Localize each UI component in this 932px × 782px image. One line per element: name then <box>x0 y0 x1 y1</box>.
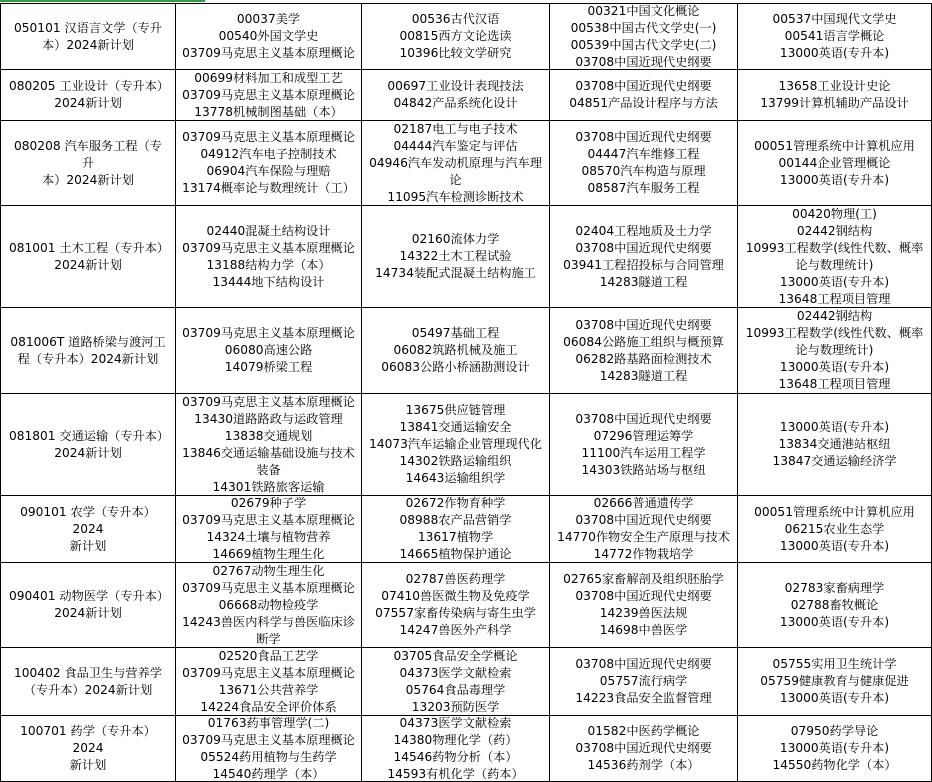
course-name: 03708中国近现代史纲要 <box>575 741 712 755</box>
course-name: 01582中医药学概论 <box>587 724 700 738</box>
course-name: 14302铁路运输组织 <box>399 454 512 468</box>
course-cell <box>550 121 738 206</box>
course-name: 14593有机化学（药本） <box>387 766 524 781</box>
program-name: 100402 食品卫生与营养学 <box>14 665 162 680</box>
course-name: 14243兽医内科学与兽医临床诊断学 <box>182 614 355 646</box>
program-cell <box>0 308 176 394</box>
course-name: 10993工程数学(线性代数、概率论与数理统计) <box>745 240 924 272</box>
program-name: 080208 汽车服务工程（专升 <box>14 138 162 170</box>
course-name: 05497基础工程 <box>411 326 500 340</box>
course-cell <box>362 648 550 716</box>
course-name: 04946汽车发动机原理与汽车理论 <box>369 155 542 187</box>
course-name: 00051管理系统中计算机应用 <box>754 138 915 153</box>
course-name: 03709马克思主义基本原理概论 <box>182 665 355 680</box>
course-name: 03708中国近现代史纲要 <box>575 317 712 332</box>
course-cell <box>738 496 932 563</box>
course-cell <box>738 70 932 121</box>
course-name: 14079桥梁工程 <box>224 360 313 374</box>
course-name: 14643运输组织学 <box>405 471 506 485</box>
course-cell <box>738 716 932 782</box>
course-name: 00699材料加工和成型工艺 <box>194 70 343 85</box>
course-name: 14322土木工程试验 <box>399 249 512 263</box>
program-name: 100701 药学（专升本）2024 <box>20 724 156 755</box>
course-name: 00815西方文论选读 <box>399 29 512 43</box>
course-name: 13799计算机辅助产品设计 <box>760 96 909 110</box>
course-name: 14247兽医外产科学 <box>399 623 512 637</box>
course-name: 03709马克思主义基本原理概论 <box>182 580 355 595</box>
course-name: 13000英语(专升本) <box>779 172 890 187</box>
course-name: 02672作物育种学 <box>405 496 506 510</box>
course-name: 14540药理学（本） <box>212 766 325 781</box>
course-name: 00420物理(工) <box>792 206 877 221</box>
course-name: 02788畜牧概论 <box>790 597 879 612</box>
course-cell <box>176 308 362 394</box>
course-name: 05759健康教育与健康促进 <box>760 674 909 688</box>
table-row <box>0 121 932 206</box>
course-name: 00540外国文学史 <box>218 29 319 43</box>
course-name: 02440混凝土结构设计 <box>206 223 331 238</box>
course-cell <box>550 3 738 70</box>
table-row <box>0 716 932 782</box>
course-name: 11100汽车运用工程学 <box>581 445 706 460</box>
program-name: 新计划 <box>69 758 107 772</box>
program-name: 2024新计划 <box>54 606 122 620</box>
course-name: 00037美学 <box>236 12 301 26</box>
course-name: 03709马克思主义基本原理概论 <box>182 513 355 527</box>
course-name: 05755实用卫生统计学 <box>772 657 897 671</box>
program-cell <box>0 3 176 70</box>
course-name: 06904汽车保险与理赔 <box>206 164 331 178</box>
table-row <box>0 648 932 716</box>
course-name: 07410兽医微生物及免疫学 <box>381 589 530 603</box>
course-name: 00697工业设计表现技法 <box>387 79 524 93</box>
course-cell <box>176 70 362 121</box>
course-cell <box>362 394 550 496</box>
program-name: 2024新计划 <box>54 96 122 110</box>
course-cell <box>550 496 738 563</box>
course-name: 13847交通运输经济学 <box>772 454 897 468</box>
selection-marker <box>0 0 205 2</box>
course-cell <box>550 70 738 121</box>
course-name: 05757流行病学 <box>599 674 688 688</box>
course-cell <box>738 394 932 496</box>
course-name: 14698中兽医学 <box>599 623 688 637</box>
program-cell <box>0 648 176 716</box>
table-row <box>0 70 932 121</box>
course-cell <box>550 394 738 496</box>
course-cell <box>176 121 362 206</box>
course-name: 04373医学文献检索 <box>399 716 512 730</box>
course-cell <box>176 563 362 648</box>
course-name: 03709马克思主义基本原理概论 <box>182 240 355 255</box>
course-name: 02783家畜病理学 <box>784 580 885 595</box>
course-cell <box>550 648 738 716</box>
course-name: 13838交通规划 <box>224 428 313 443</box>
program-name: 090401 动物医学（专升本） <box>9 589 170 603</box>
course-name: 06083公路小桥涵勘测设计 <box>381 360 530 374</box>
course-name: 13000英语(专升本) <box>779 538 890 553</box>
course-cell <box>550 308 738 394</box>
course-name: 04444汽车鉴定与评估 <box>393 138 518 153</box>
course-cell <box>550 716 738 782</box>
course-name: 08587汽车服务工程 <box>587 181 700 195</box>
program-cell <box>0 70 176 121</box>
program-cell <box>0 716 176 782</box>
course-name: 03941工程招投标与合同管理 <box>563 257 724 272</box>
course-name: 13444地下结构设计 <box>212 274 325 289</box>
course-cell <box>738 563 932 648</box>
course-name: 06215农业生态学 <box>784 521 885 536</box>
course-name: 02404工程地质及土力学 <box>575 223 712 238</box>
course-name: 03708中国近现代史纲要 <box>575 589 712 603</box>
course-cell <box>362 206 550 308</box>
course-name: 14073汽车运输企业管理现代化 <box>369 437 542 451</box>
course-name: 04373医学文献检索 <box>399 665 512 680</box>
course-cell <box>738 3 932 70</box>
course-name: 13000英语(专升本) <box>779 614 890 629</box>
course-name: 03708中国近现代史纲要 <box>575 240 712 255</box>
program-cell <box>0 206 176 308</box>
course-name: 14283隧道工程 <box>599 368 688 383</box>
course-name: 11095汽车检测诊断技术 <box>387 189 524 204</box>
table-row <box>0 308 932 394</box>
program-name: 本）2024新计划 <box>42 172 134 187</box>
course-name: 13000英语(专升本) <box>779 741 890 755</box>
course-name: 14283隧道工程 <box>599 274 688 289</box>
course-name: 10993工程数学(线性代数、概率论与数理统计) <box>745 326 924 357</box>
course-name: 02765家畜解剖及组织胚胎学 <box>563 572 724 586</box>
course-name: 13846交通运输基础设施与技术装备 <box>182 445 355 477</box>
course-name: 14734装配式混凝土结构施工 <box>375 266 536 280</box>
course-name: 13778机械制图基础（本） <box>194 104 343 119</box>
program-cell <box>0 563 176 648</box>
course-cell <box>176 394 362 496</box>
course-name: 14324土壤与植物营养 <box>206 530 331 544</box>
course-name: 03708中国近现代史纲要 <box>575 657 712 671</box>
course-cell <box>362 3 550 70</box>
course-name: 06084公路施工组织与概预算 <box>563 334 724 349</box>
course-name: 13188结构力学（本） <box>206 257 331 272</box>
course-cell <box>176 648 362 716</box>
course-name: 02787兽医药理学 <box>405 572 506 586</box>
course-name: 13841交通运输安全 <box>399 420 512 434</box>
program-name: 081006T 道路桥梁与渡河工 <box>10 334 166 349</box>
course-name: 14301铁路旅客运输 <box>212 479 325 494</box>
course-name: 06082筑路机械及施工 <box>393 343 518 357</box>
course-name: 14770作物安全生产原理与技术 <box>557 530 730 544</box>
course-name: 06080高速公路 <box>224 343 313 357</box>
program-cell <box>0 394 176 496</box>
course-name: 02767动物生理生化 <box>212 563 325 578</box>
course-cell <box>176 206 362 308</box>
course-name: 14669植物生理生化 <box>212 547 325 561</box>
course-name: 04912汽车电子控制技术 <box>200 147 337 161</box>
course-name: 13203预防医学 <box>411 699 500 714</box>
course-name: 13834交通港站枢纽 <box>778 437 891 451</box>
course-name: 13430道路路政与运政管理 <box>194 411 343 426</box>
course-name: 14546药物分析（本） <box>393 749 518 764</box>
course-name: 07950药学导论 <box>790 724 879 738</box>
course-cell <box>176 3 362 70</box>
course-name: 14223食品安全监督管理 <box>575 691 712 705</box>
course-cell <box>362 496 550 563</box>
course-name: 02442钢结构 <box>796 309 873 323</box>
table-row <box>0 206 932 308</box>
course-cell <box>362 716 550 782</box>
program-cell <box>0 121 176 206</box>
course-name: 13174概率论与数理统计（工） <box>182 181 355 195</box>
course-name: 03708中国近现代史纲要 <box>575 54 712 69</box>
program-name: 050101 汉语言文学（专升 <box>14 20 162 35</box>
course-name: 13000英语(专升本) <box>779 274 890 289</box>
course-cell <box>738 121 932 206</box>
course-name: 02666普通遗传学 <box>593 496 694 510</box>
course-name: 14665植物保护通论 <box>399 547 512 561</box>
course-name: 03709马克思主义基本原理概论 <box>182 394 355 409</box>
program-name: 程（专升本）2024新计划 <box>17 351 159 366</box>
course-name: 08988农产品营销学 <box>399 513 512 527</box>
course-name: 06282路基路面检测技术 <box>575 351 712 366</box>
course-name: 01763药事管理学(二) <box>207 716 330 730</box>
course-name: 00051管理系统中计算机应用 <box>754 504 915 519</box>
course-name: 14239兽医法规 <box>599 606 688 620</box>
course-name: 13000英语(专升本) <box>779 46 890 60</box>
course-name: 07557家畜传染病与寄生虫学 <box>375 606 536 620</box>
course-cell <box>738 648 932 716</box>
course-name: 13658工业设计史论 <box>778 79 891 93</box>
course-name: 00541语言学概论 <box>784 29 885 43</box>
course-name: 03709马克思主义基本原理概论 <box>182 326 355 340</box>
course-name: 00537中国现代文学史 <box>772 12 897 26</box>
course-name: 08570汽车构造与原理 <box>581 164 706 178</box>
program-name: 2024新计划 <box>54 445 122 460</box>
table-row <box>0 563 932 648</box>
course-name: 04447汽车维修工程 <box>587 147 700 161</box>
course-name: 03709马克思主义基本原理概论 <box>182 732 355 747</box>
table-row <box>0 496 932 563</box>
course-cell <box>362 70 550 121</box>
program-name: 新计划 <box>69 538 107 553</box>
program-cell <box>0 496 176 563</box>
course-cell <box>176 496 362 563</box>
course-name: 14536药剂学（本） <box>587 758 700 772</box>
course-name: 00539中国古代文学史(二) <box>570 37 717 52</box>
course-name: 00538中国古代文学史(一) <box>570 20 717 35</box>
course-name: 14303铁路站场与枢纽 <box>581 462 706 477</box>
course-name: 13617植物学 <box>417 530 494 544</box>
course-name: 03709马克思主义基本原理概论 <box>182 130 355 144</box>
course-name: 05524药用植物与生药学 <box>200 749 337 764</box>
course-name: 00321中国文化概论 <box>587 3 700 18</box>
course-name: 10396比较文学研究 <box>399 46 512 60</box>
course-name: 00144企业管理概论 <box>778 155 891 170</box>
table-row <box>0 394 932 496</box>
course-name: 05764食品毒理学 <box>405 682 506 697</box>
course-name: 02442钢结构 <box>796 223 873 238</box>
course-name: 03708中国近现代史纲要 <box>575 411 712 426</box>
program-name: 本）2024新计划 <box>42 37 134 52</box>
course-cell <box>738 308 932 394</box>
program-name: 081001 土木工程（专升本） <box>9 240 170 255</box>
course-cell <box>176 716 362 782</box>
course-name: 03708中国近现代史纲要 <box>575 130 712 144</box>
course-name: 14772作物栽培学 <box>593 547 694 561</box>
course-name: 00536古代汉语 <box>411 12 500 26</box>
course-name: 02679种子学 <box>230 496 307 510</box>
program-name: 081801 交通运输（专升本） <box>9 428 170 443</box>
course-name: 03709马克思主义基本原理概论 <box>182 46 355 60</box>
program-name: 080205 工业设计（专升本） <box>9 79 170 93</box>
course-cell <box>362 563 550 648</box>
course-cell <box>362 121 550 206</box>
course-name: 03709马克思主义基本原理概论 <box>182 87 355 102</box>
program-name: 090101 农学（专升本）2024 <box>20 504 156 536</box>
course-name: 03708中国近现代史纲要 <box>575 79 712 93</box>
course-name: 13675供应链管理 <box>405 403 506 417</box>
course-name: 03708中国近现代史纲要 <box>575 513 712 527</box>
course-name: 02520食品工艺学 <box>218 648 319 663</box>
course-name: 13000英语(专升本) <box>779 691 890 705</box>
course-name: 14380物理化学（药） <box>393 732 518 747</box>
course-name: 13000英语(专升本) <box>779 420 890 434</box>
course-name: 06668动物检疫学 <box>218 597 319 612</box>
course-cell <box>362 308 550 394</box>
course-name: 14550药物化学（本） <box>772 758 897 772</box>
course-name: 13648工程项目管理 <box>778 291 891 306</box>
course-name: 04842产品系统化设计 <box>393 96 518 110</box>
course-name: 13648工程项目管理 <box>778 377 891 391</box>
course-cell <box>550 206 738 308</box>
course-name: 02187电工与电子技术 <box>393 121 518 136</box>
program-name: 2024新计划 <box>54 257 122 272</box>
course-name: 04851产品设计程序与方法 <box>569 96 718 110</box>
course-name: 07296管理运筹学 <box>593 428 694 443</box>
course-name: 14224食品安全评价体系 <box>200 699 337 714</box>
program-name: （专升本）2024新计划 <box>23 682 153 697</box>
course-cell <box>550 563 738 648</box>
course-name: 02160流体力学 <box>411 232 500 246</box>
course-name: 13671公共营养学 <box>218 682 319 697</box>
course-name: 03705食品安全学概论 <box>393 648 518 663</box>
table-row <box>0 3 932 70</box>
course-cell <box>738 206 932 308</box>
course-name: 13000英语(专升本) <box>779 360 890 374</box>
